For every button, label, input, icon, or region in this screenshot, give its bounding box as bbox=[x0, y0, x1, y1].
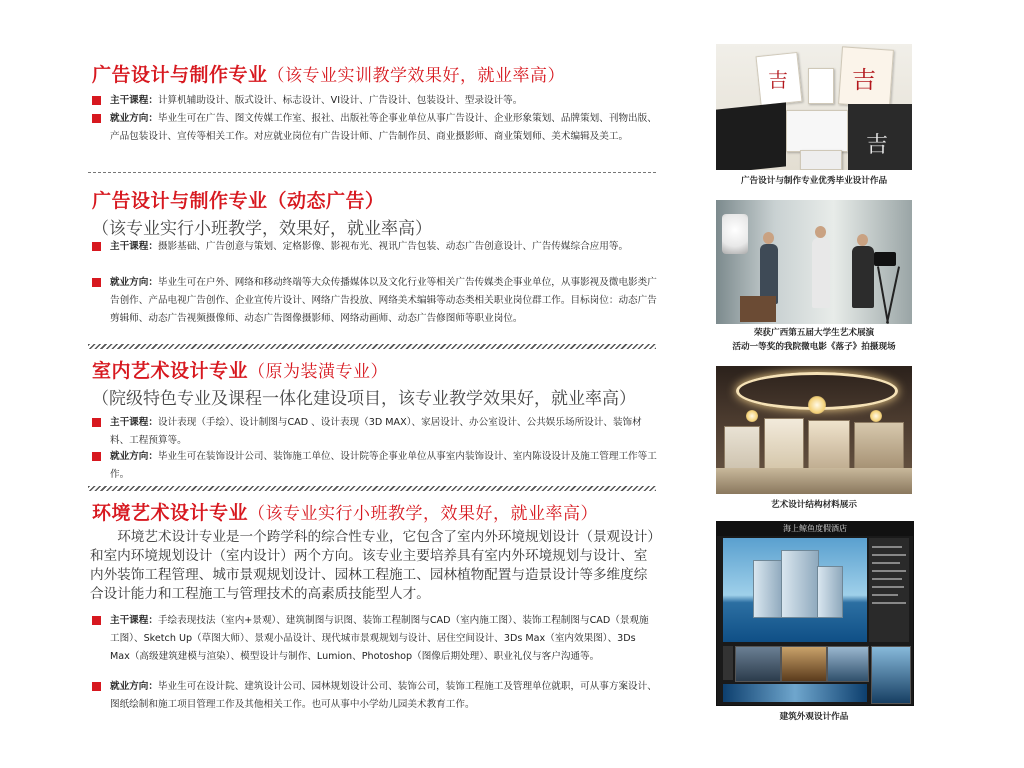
list-item-courses: 主干课程：摄影基础、广告创意与策划、定格影像、影视布光、视讯广告包装、动态广告创意设计、广告传媒综合应用等。 bbox=[92, 238, 658, 256]
design-notes-panel bbox=[869, 538, 909, 642]
render-thumbnail bbox=[827, 646, 869, 682]
softbox-light bbox=[722, 214, 748, 254]
table bbox=[740, 296, 776, 322]
hatched-divider bbox=[88, 344, 656, 349]
photo-architecture-design bbox=[716, 521, 914, 706]
red-square-bullet-icon bbox=[92, 682, 101, 691]
list-item-employment: 就业方向：毕业生可在广告、图文传媒工作室、报社、出版社等企事业单位从事广告设计、企业形象策划、品牌策划、刊物出版、产品包装设计、宣传等相关工作。对应就业岗位有广告设计师、广告制作员、商业摄影师、商业策划师、美术编辑及美工。 bbox=[92, 110, 658, 146]
text-line bbox=[872, 578, 902, 580]
chandelier-light bbox=[808, 396, 826, 414]
whale-thumbnail bbox=[871, 646, 911, 704]
seal-logo-icon: 吉 bbox=[852, 66, 876, 94]
photo-film-shooting bbox=[716, 200, 912, 324]
tower bbox=[781, 550, 819, 618]
section-note: （该专业实行小班教学，效果好，就业率高） bbox=[248, 504, 599, 524]
render-thumbnail bbox=[781, 646, 827, 682]
tower bbox=[817, 566, 843, 618]
section-subline: （院级特色专业及课程一体化建设项目，该专业教学效果好，就业率高） bbox=[92, 389, 636, 409]
photo-caption: 广告设计与制作专业优秀毕业设计作品 bbox=[740, 176, 888, 186]
section-note: （原为装潢专业） bbox=[248, 362, 389, 382]
person-standing bbox=[812, 238, 830, 308]
envelope bbox=[800, 150, 842, 170]
red-square-bullet-icon bbox=[92, 114, 101, 123]
small-card bbox=[808, 68, 834, 104]
water-strip bbox=[723, 684, 867, 702]
text-line bbox=[872, 586, 904, 588]
list-item-employment: 就业方向：毕业生可在户外、网络和移动终端等大众传播媒体以及文化行业等相关广告传媒类企事业单位，从事影视及微电影类广告创作、产品电视广告创作、企业宣传片设计、网络广告投放、网络美术编辑等动态类相关职业岗位群工作。目标岗位：动态广告剪辑师、动态广告视频摄像师、动态广告图像摄影师、网络动画师、动态广告修图师等职业岗位。 bbox=[92, 274, 658, 328]
text-line bbox=[872, 570, 906, 572]
camera-icon bbox=[874, 252, 896, 266]
text-line bbox=[872, 546, 902, 548]
hotel-render bbox=[723, 538, 867, 642]
person-head bbox=[857, 234, 868, 246]
text-line bbox=[872, 554, 906, 556]
section-subline: （该专业实行小班教学，效果好，就业率高） bbox=[92, 219, 432, 239]
red-square-bullet-icon bbox=[92, 242, 101, 251]
tripod-leg bbox=[886, 266, 900, 323]
section-title-environment: 环境艺术设计专业（该专业实行小班教学，效果好，就业率高） bbox=[92, 502, 599, 524]
photo-interior-materials bbox=[716, 366, 912, 494]
text-line bbox=[872, 594, 898, 596]
list-item-employment: 就业方向：毕业生可在装饰设计公司、装饰施工单位、设计院等企事业单位从事室内装饰设计、室内陈设设计及施工管理工作等工作。 bbox=[92, 448, 658, 484]
brand-logo-icon: 吉 bbox=[768, 68, 788, 92]
spot-light bbox=[746, 410, 758, 422]
photo-caption: 荣获广西第五届大学生艺术展演 活动一等奖的我院微电影《落子》拍摄现场 bbox=[732, 328, 896, 352]
letterhead bbox=[786, 110, 848, 152]
render-thumbnail bbox=[735, 646, 781, 682]
vertical-label bbox=[723, 646, 733, 680]
red-square-bullet-icon bbox=[92, 278, 101, 287]
section-title-interior: 室内艺术设计专业（原为装潢专业） bbox=[92, 360, 389, 382]
floor bbox=[716, 468, 912, 494]
section-title-dynamic-ad: 广告设计与制作专业（动态广告） bbox=[92, 190, 385, 212]
text-line bbox=[872, 602, 906, 604]
person-seated bbox=[760, 244, 778, 304]
list-item-courses: 主干课程：设计表现（手绘）、设计制图与CAD 、设计表现（3D MAX）、家居设计、办公室设计、公共娱乐场所设计、装饰材料、工程预算等。 bbox=[92, 414, 658, 450]
red-square-bullet-icon bbox=[92, 616, 101, 625]
photo-caption: 艺术设计结构材料展示 bbox=[771, 500, 857, 510]
spot-light bbox=[870, 410, 882, 422]
red-square-bullet-icon bbox=[92, 96, 101, 105]
red-square-bullet-icon bbox=[92, 452, 101, 461]
list-item-courses: 主干课程：手绘表现技法（室内+景观）、建筑制图与识图、装饰工程制图与CAD（室内施工图）、装饰工程制图与CAD（景观施工图）、Sketch Up（草图大师）、景观小品设计、现代城市景观规划与设计、居住空间设计、3Ds Max（室内效果图）、3Ds Max（高级建筑建模与渲染）、模型设计与制作、Lumion、Photoshop（图像后期处理）、职业礼仪与客户沟通等。 bbox=[92, 612, 658, 666]
section-paragraph: 环境艺术设计专业是一个跨学科的综合性专业，它包含了室内外环境规划设计（景观设计）和室内环境规划设计（室内设计）两个方向。该专业主要培养具有室内外环境规划与设计、室内外装饰工程管理、城市景观规划设计、园林工程施工、园林植物配置与造景设计等多维度综合设计能力和工程施工与管理技术的高素质技能型人才。 bbox=[90, 529, 655, 602]
design-board-title: 海上鲸鱼度假酒店 bbox=[717, 522, 913, 536]
photo-graduation-works bbox=[716, 44, 912, 170]
dark-booklet bbox=[716, 102, 786, 170]
section-note: （该专业实训教学效果好，就业率高） bbox=[267, 66, 566, 86]
list-item-employment: 就业方向：毕业生可在设计院、建筑设计公司、园林规划设计公司、装饰公司，装饰工程施工及管理单位就职，可从事方案设计、图纸绘制和施工项目管理工作及其他相关工作。也可从事中小学幼儿园美术教育工作。 bbox=[92, 678, 658, 714]
folder-logo-icon: 吉 bbox=[866, 133, 889, 158]
tower bbox=[753, 560, 783, 618]
camera-operator bbox=[852, 246, 874, 308]
red-square-bullet-icon bbox=[92, 418, 101, 427]
person-head bbox=[815, 226, 826, 238]
hatched-divider bbox=[88, 486, 656, 491]
divider bbox=[88, 172, 656, 173]
list-item-courses: 主干课程：计算机辅助设计、版式设计、标志设计、VI设计、广告设计、包装设计、型录设计等。 bbox=[92, 92, 658, 110]
person-head bbox=[763, 232, 774, 244]
text-line bbox=[872, 562, 900, 564]
section-title-ad-design: 广告设计与制作专业（该专业实训教学效果好，就业率高） bbox=[92, 64, 566, 86]
photo-caption: 建筑外观设计作品 bbox=[779, 712, 849, 722]
